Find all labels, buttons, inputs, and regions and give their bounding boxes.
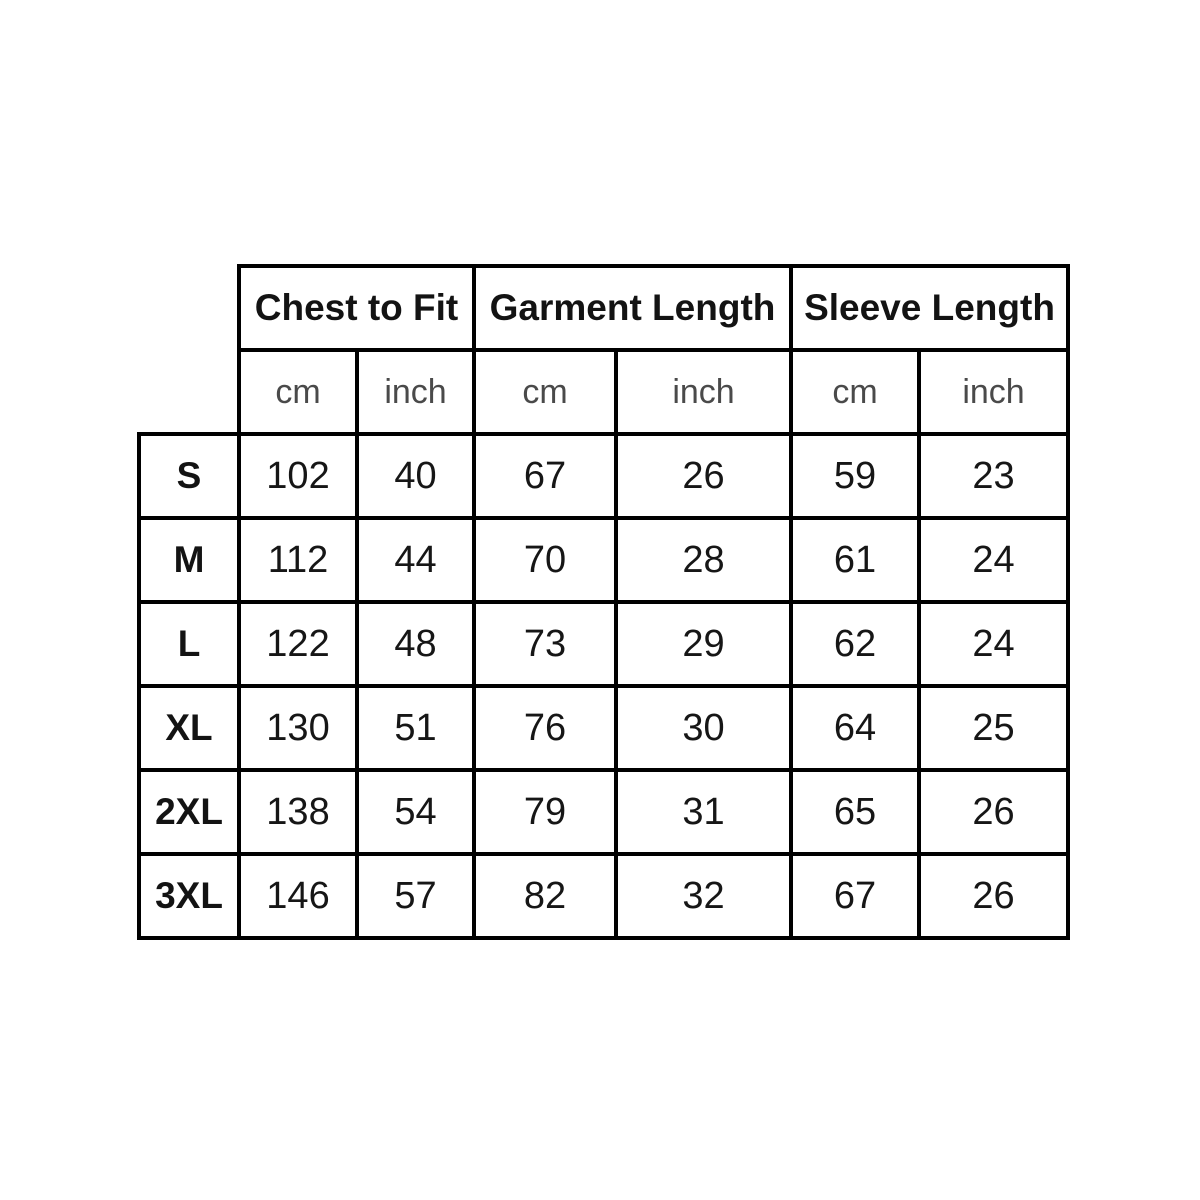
unit-header-row — [139, 350, 1068, 434]
value-sleeve-inch: 25 — [919, 686, 1068, 770]
value-garment-cm: 70 — [474, 518, 616, 602]
value-chest-inch: 40 — [357, 434, 474, 518]
value-sleeve-cm: 65 — [791, 770, 919, 854]
value-garment-inch: 30 — [616, 686, 791, 770]
unit-header-garment-cm: cm — [474, 350, 616, 434]
table-row-size-l — [139, 602, 1068, 686]
size-label-s: S — [139, 434, 239, 518]
unit-header-chest-cm: cm — [239, 350, 357, 434]
value-chest-cm: 130 — [239, 686, 357, 770]
value-chest-cm: 122 — [239, 602, 357, 686]
value-sleeve-inch: 24 — [919, 602, 1068, 686]
value-sleeve-cm: 59 — [791, 434, 919, 518]
value-garment-inch: 28 — [616, 518, 791, 602]
size-label-l: L — [139, 602, 239, 686]
value-garment-inch: 32 — [616, 854, 791, 938]
table-row-size-2xl — [139, 770, 1068, 854]
value-chest-cm: 112 — [239, 518, 357, 602]
table-row-size-s — [139, 434, 1068, 518]
table-row-size-xl — [139, 686, 1068, 770]
unit-header-sleeve-cm: cm — [791, 350, 919, 434]
value-chest-inch: 57 — [357, 854, 474, 938]
value-garment-cm: 76 — [474, 686, 616, 770]
value-chest-cm: 102 — [239, 434, 357, 518]
value-sleeve-cm: 62 — [791, 602, 919, 686]
size-label-2xl: 2XL — [139, 770, 239, 854]
value-chest-cm: 146 — [239, 854, 357, 938]
unit-header-garment-inch: inch — [616, 350, 791, 434]
value-garment-inch: 26 — [616, 434, 791, 518]
value-garment-cm: 73 — [474, 602, 616, 686]
group-header-row — [139, 266, 1068, 350]
column-group-garment-length: Garment Length — [474, 266, 791, 350]
size-label-3xl: 3XL — [139, 854, 239, 938]
size-label-xl: XL — [139, 686, 239, 770]
column-group-sleeve-length: Sleeve Length — [791, 266, 1068, 350]
value-chest-inch: 44 — [357, 518, 474, 602]
size-chart-table — [137, 264, 1070, 940]
table-row-size-3xl — [139, 854, 1068, 938]
table-row-size-m — [139, 518, 1068, 602]
value-sleeve-cm: 67 — [791, 854, 919, 938]
value-sleeve-inch: 24 — [919, 518, 1068, 602]
value-garment-cm: 79 — [474, 770, 616, 854]
value-garment-inch: 29 — [616, 602, 791, 686]
value-chest-inch: 51 — [357, 686, 474, 770]
value-sleeve-cm: 61 — [791, 518, 919, 602]
value-sleeve-cm: 64 — [791, 686, 919, 770]
value-chest-cm: 138 — [239, 770, 357, 854]
column-group-chest-to-fit: Chest to Fit — [239, 266, 474, 350]
value-garment-cm: 82 — [474, 854, 616, 938]
size-chart — [137, 264, 1070, 940]
value-chest-inch: 54 — [357, 770, 474, 854]
size-label-m: M — [139, 518, 239, 602]
unit-header-chest-inch: inch — [357, 350, 474, 434]
unit-header-sleeve-inch: inch — [919, 350, 1068, 434]
value-sleeve-inch: 26 — [919, 770, 1068, 854]
value-garment-cm: 67 — [474, 434, 616, 518]
value-garment-inch: 31 — [616, 770, 791, 854]
corner-spacer — [139, 266, 239, 434]
value-chest-inch: 48 — [357, 602, 474, 686]
value-sleeve-inch: 26 — [919, 854, 1068, 938]
value-sleeve-inch: 23 — [919, 434, 1068, 518]
